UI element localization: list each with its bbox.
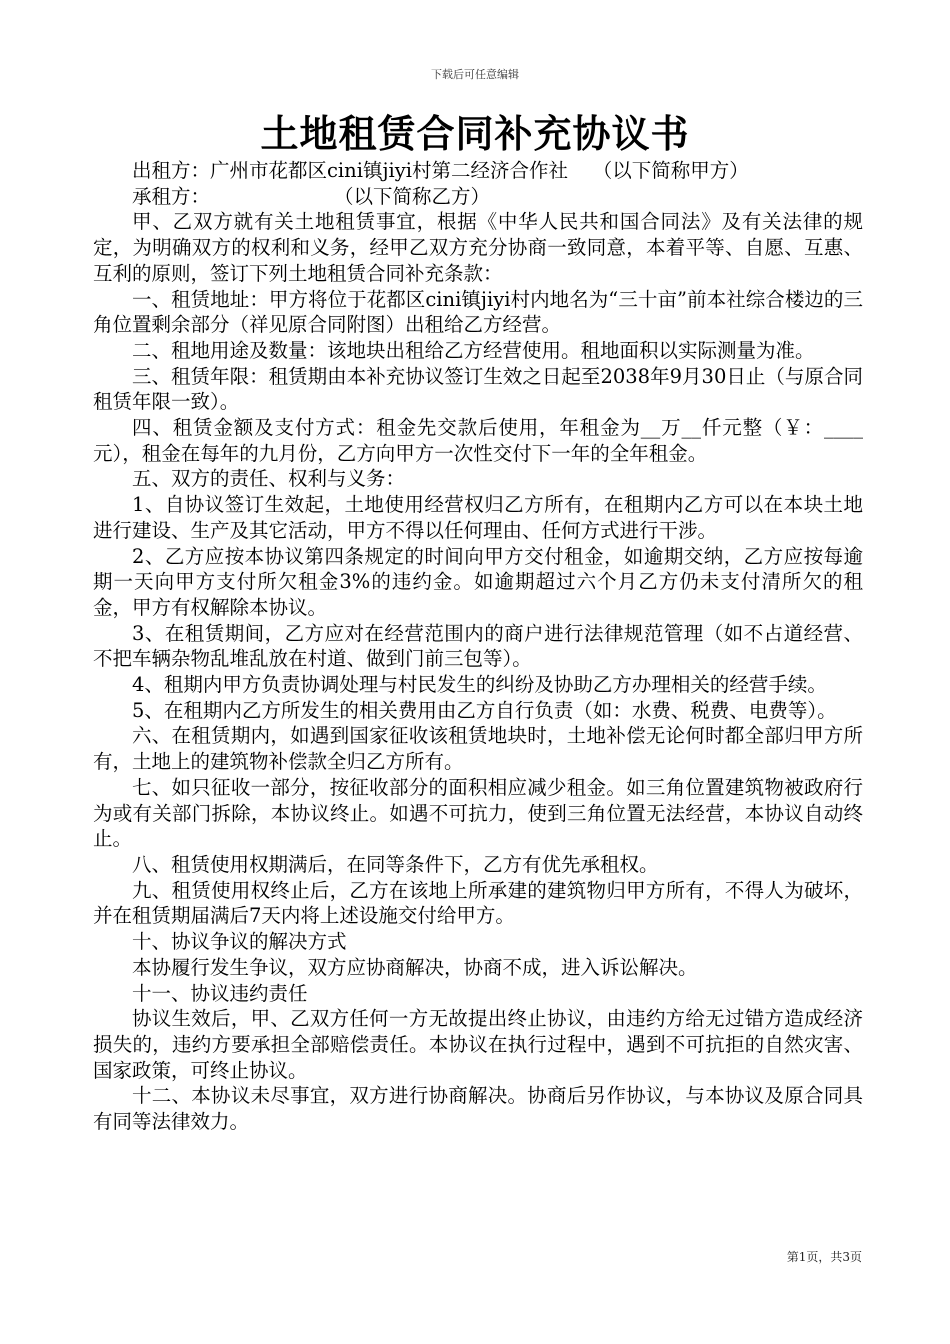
lessor-line: 出租方：广州市花都区cini镇jiyi村第二经济合作社 （以下简称甲方）: [132, 159, 749, 182]
clause-5-heading: 五、双方的责任、权利与义务：: [132, 467, 406, 491]
clause-4-payment: 四、租赁金额及支付方式：租金先交款后使用，年租金为__万__仟元整（￥：____元），租金在每年的九月份，乙方向甲方一次性交付下一年的全年租金。: [93, 416, 863, 465]
document-title: 土地租赁合同补充协议书: [260, 111, 690, 156]
clause-5-item-1: 1、自协议签订生效起，土地使用经营权归乙方所有，在租期内乙方可以在本块土地进行建设、生产及其它活动，甲方不得以任何理由、任何方式进行干涉。: [93, 493, 863, 542]
clause-5-item-5: 5、在租期内乙方所发生的相关费用由乙方自行负责（如：水费、税费、电费等）。: [132, 698, 837, 722]
clause-10-text: 本协履行发生争议，双方应协商解决，协商不成，进入诉讼解决。: [132, 955, 698, 979]
header-note: 下载后可任意编辑: [431, 68, 519, 81]
clause-8-priority: 八、租赁使用权期满后，在同等条件下，乙方有优先承租权。: [132, 852, 659, 876]
clause-5-item-4: 4、租期内甲方负责协调处理与村民发生的纠纷及协助乙方办理相关的经营手续。: [132, 673, 827, 697]
document-body: [93, 158, 863, 1135]
clause-3-term: 三、租赁年限：租赁期由本补充协议签订生效之日起至2038年9月30日止（与原合同租赁年限一致）。: [93, 364, 863, 414]
clause-1-address: 一、租赁地址：甲方将位于花都区cini镇jiyi村内地名为“三十亩”前本社综合楼边的三角位置剩余部分（祥见原合同附图）出租给乙方经营。: [93, 287, 863, 337]
clause-11-text: 协议生效后，甲、乙双方任何一方无故提出终止协议，由违约方给无过错方造成经济损失的，违约方要承担全部赔偿责任。本协议在执行过程中，遇到不可抗拒的自然灾害、国家政策，可终止协议。: [93, 1007, 863, 1082]
clause-6-expropriation: 六、在租赁期内，如遇到国家征收该租赁地块时，土地补偿无论何时都全部归甲方所有，土地上的建筑物补偿款全归乙方所有。: [93, 724, 863, 774]
clause-5-item-3: 3、在租赁期间，乙方应对在经营范围内的商户进行法律规范管理（如不占道经营、不把车辆杂物乱堆乱放在村道、做到门前三包等）。: [93, 621, 863, 671]
clause-7-partial: 七、如只征收一部分，按征收部分的面积相应减少租金。如三角位置建筑物被政府行为或有关部门拆除，本协议终止。如遇不可抗力，使到三角位置无法经营，本协议自动终止。: [93, 775, 863, 851]
clause-9-termination: 九、租赁使用权终止后，乙方在该地上所承建的建筑物归甲方所有，不得人为破坏，并在租赁期届满后7天内将上述设施交付给甲方。: [93, 878, 863, 928]
clause-5-item-2: 2、乙方应按本协议第四条规定的时间向甲方交付租金，如逾期交纳，乙方应按每逾期一天向甲方支付所欠租金3%的违约金。如逾期超过六个月乙方仍未支付清所欠的租金，甲方有权解除本协议。: [93, 544, 863, 619]
clause-11-heading: 十一、协议违约责任: [132, 981, 308, 1005]
page-footer: 第1页，共3页: [786, 1250, 862, 1264]
lessee-line: 承租方： （以下简称乙方）: [132, 184, 490, 208]
paragraph-intro: 甲、乙双方就有关土地租赁事宜，根据《中华人民共和国合同法》及有关法律的规定，为明确双方的权利和义务，经甲乙双方充分协商一致同意，本着平等、自愿、互惠、互利的原则，签订下列土地租赁合同补充条款：: [93, 210, 863, 285]
clause-12-text: 十二、本协议未尽事宜，双方进行协商解决。协商后另作协议，与本协议及原合同具有同等法律效力。: [93, 1084, 863, 1134]
clause-2-usage: 二、租地用途及数量：该地块出租给乙方经营使用。租地面积以实际测量为准。: [132, 338, 815, 362]
clause-10-heading: 十、协议争议的解决方式: [132, 930, 347, 954]
